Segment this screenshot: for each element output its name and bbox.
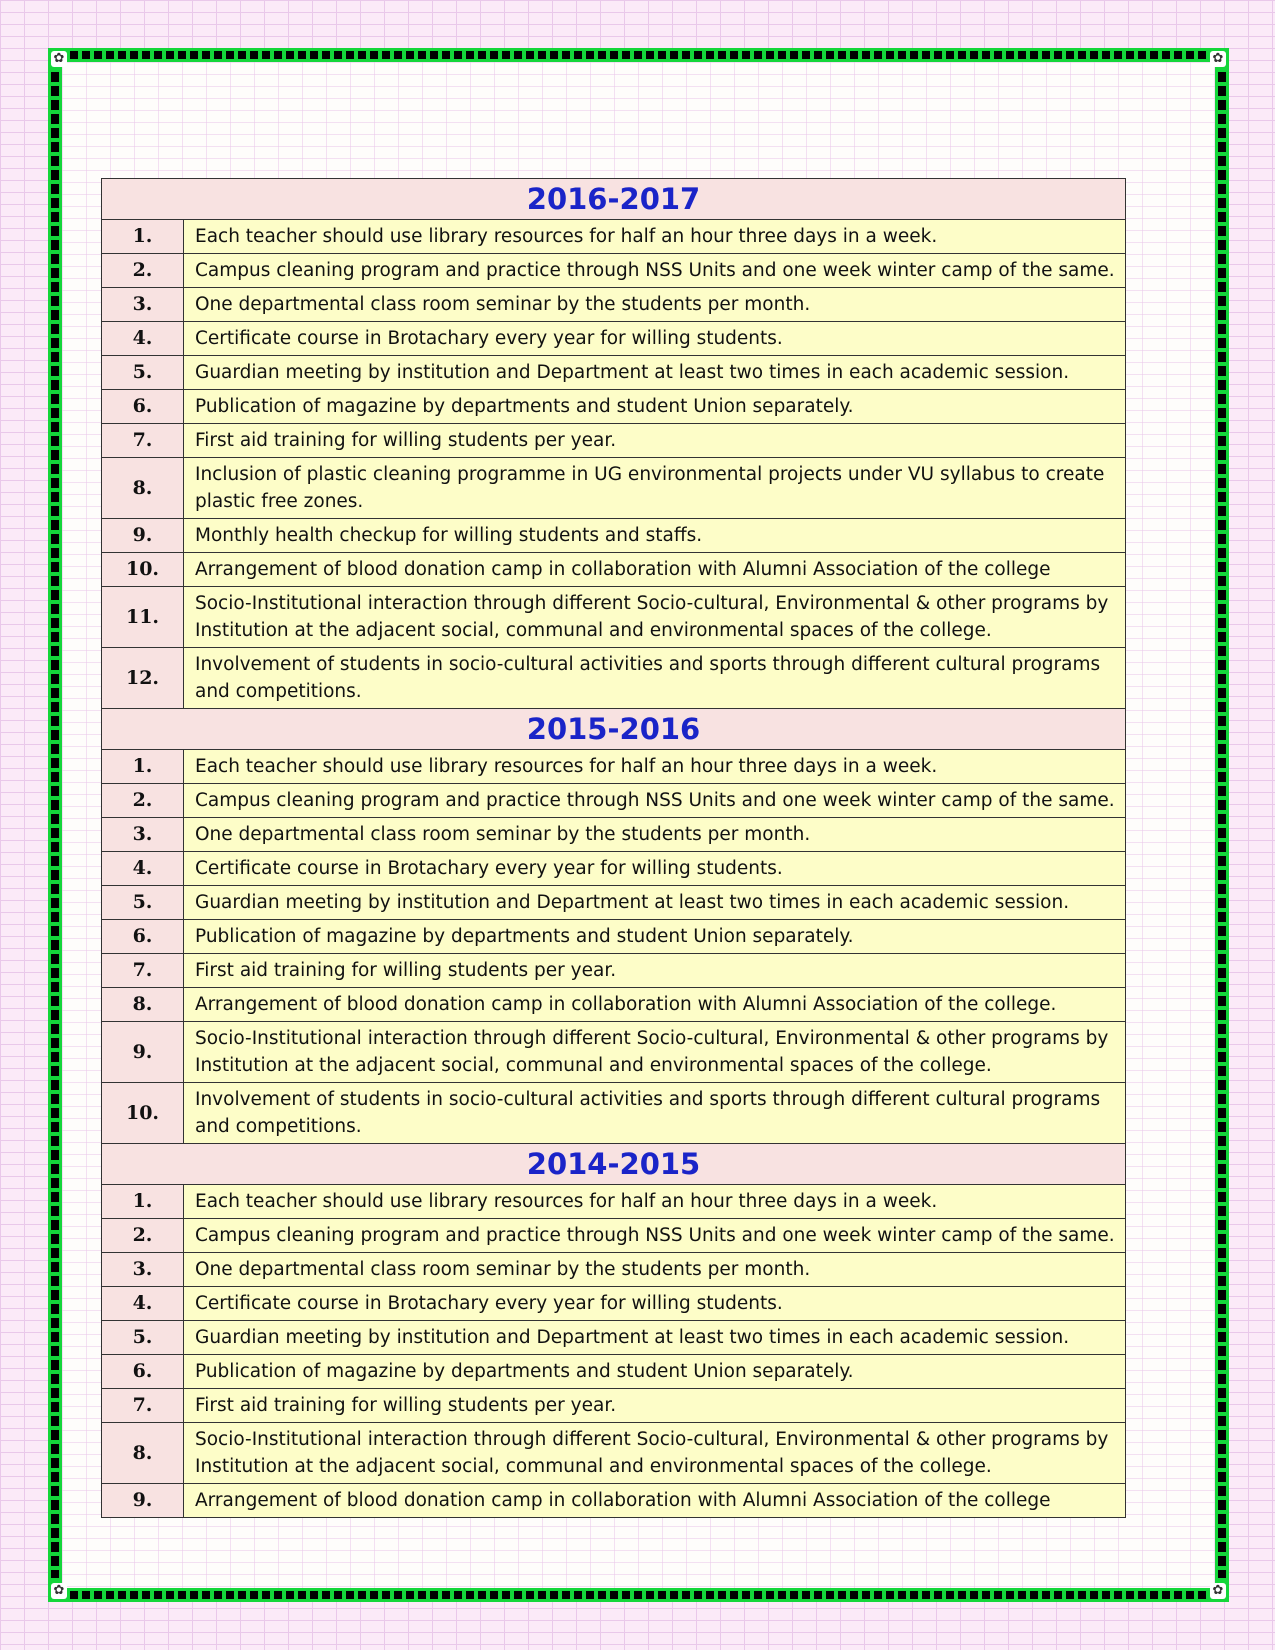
item-text: Campus cleaning program and practice through NSS Units and one week winter camp of the same. <box>184 254 1126 288</box>
corner-ornament-icon: ✿ <box>1210 51 1226 67</box>
corner-ornament-icon: ✿ <box>1210 1583 1226 1599</box>
item-text: One departmental class room seminar by the students per month. <box>184 288 1126 322</box>
item-number: 9. <box>102 1022 184 1083</box>
table-row <box>102 1389 1126 1423</box>
item-number: 2. <box>102 784 184 818</box>
table-row <box>102 852 1126 886</box>
table-row <box>102 519 1126 553</box>
item-text: One departmental class room seminar by the students per month. <box>184 818 1126 852</box>
item-number: 3. <box>102 288 184 322</box>
item-text: Involvement of students in socio-cultural activities and sports through different cultural programs and competitions. <box>184 648 1126 709</box>
item-number: 4. <box>102 852 184 886</box>
border-film-right <box>1218 72 1226 1578</box>
item-number: 6. <box>102 920 184 954</box>
item-number: 1. <box>102 750 184 784</box>
table-row <box>102 954 1126 988</box>
item-text: Campus cleaning program and practice through NSS Units and one week winter camp of the same. <box>184 1219 1126 1253</box>
item-number: 3. <box>102 818 184 852</box>
table-row <box>102 1219 1126 1253</box>
table-row <box>102 1185 1126 1219</box>
item-text: Involvement of students in socio-cultural activities and sports through different cultural programs and competitions. <box>184 1083 1126 1144</box>
item-text: First aid training for willing students per year. <box>184 1389 1126 1423</box>
table-row <box>102 220 1126 254</box>
item-text: One departmental class room seminar by the students per month. <box>184 1253 1126 1287</box>
table-row <box>102 424 1126 458</box>
table-row <box>102 553 1126 587</box>
item-number: 6. <box>102 1355 184 1389</box>
item-number: 2. <box>102 1219 184 1253</box>
item-number: 10. <box>102 553 184 587</box>
table-row <box>102 1423 1126 1484</box>
table-row <box>102 1321 1126 1355</box>
table-row <box>102 920 1126 954</box>
item-number: 7. <box>102 424 184 458</box>
item-text: Guardian meeting by institution and Department at least two times in each academic session. <box>184 1321 1126 1355</box>
corner-ornament-icon: ✿ <box>51 51 67 67</box>
item-text: Inclusion of plastic cleaning programme in UG environmental projects under VU syllabus to create plastic free zones. <box>184 458 1126 519</box>
item-text: Socio-Institutional interaction through different Socio-cultural, Environmental & other programs by Institution at the adjacent social, communal and environmental spaces of the college. <box>184 1423 1126 1484</box>
item-number: 3. <box>102 1253 184 1287</box>
plan-table <box>101 178 1126 1518</box>
item-text: Guardian meeting by institution and Department at least two times in each academic session. <box>184 356 1126 390</box>
border-film-top <box>70 51 1207 59</box>
plan-table-body <box>102 179 1126 1518</box>
table-row <box>102 390 1126 424</box>
item-text: Publication of magazine by departments and student Union separately. <box>184 920 1126 954</box>
item-number: 1. <box>102 1185 184 1219</box>
item-number: 7. <box>102 1389 184 1423</box>
year-header-row <box>102 1144 1126 1185</box>
table-row <box>102 1022 1126 1083</box>
year-heading: 2015-2016 <box>102 709 1126 750</box>
item-text: Each teacher should use library resources for half an hour three days in a week. <box>184 1185 1126 1219</box>
item-text: Each teacher should use library resources for half an hour three days in a week. <box>184 220 1126 254</box>
year-header-row <box>102 709 1126 750</box>
item-number: 11. <box>102 587 184 648</box>
item-text: Publication of magazine by departments and student Union separately. <box>184 390 1126 424</box>
item-number: 8. <box>102 1423 184 1484</box>
table-row <box>102 1253 1126 1287</box>
item-number: 10. <box>102 1083 184 1144</box>
item-number: 5. <box>102 356 184 390</box>
table-row <box>102 458 1126 519</box>
item-number: 5. <box>102 1321 184 1355</box>
item-number: 9. <box>102 1484 184 1518</box>
table-row <box>102 322 1126 356</box>
table-row <box>102 648 1126 709</box>
item-number: 7. <box>102 954 184 988</box>
item-text: Monthly health checkup for willing students and staffs. <box>184 519 1126 553</box>
table-row <box>102 988 1126 1022</box>
table-row <box>102 818 1126 852</box>
item-text: Publication of magazine by departments and student Union separately. <box>184 1355 1126 1389</box>
item-text: Arrangement of blood donation camp in collaboration with Alumni Association of the college <box>184 553 1126 587</box>
item-text: Certificate course in Brotachary every year for willing students. <box>184 322 1126 356</box>
table-row <box>102 1484 1126 1518</box>
table-row <box>102 587 1126 648</box>
table-row <box>102 254 1126 288</box>
border-film-bottom <box>70 1591 1207 1599</box>
table-row <box>102 356 1126 390</box>
item-text: Guardian meeting by institution and Department at least two times in each academic session. <box>184 886 1126 920</box>
item-text: Each teacher should use library resources for half an hour three days in a week. <box>184 750 1126 784</box>
item-number: 9. <box>102 519 184 553</box>
table-row <box>102 1355 1126 1389</box>
item-text: Socio-Institutional interaction through different Socio-cultural, Environmental & other programs by Institution at the adjacent social, communal and environmental spaces of the college. <box>184 1022 1126 1083</box>
item-text: Certificate course in Brotachary every year for willing students. <box>184 1287 1126 1321</box>
table-row <box>102 784 1126 818</box>
item-text: Arrangement of blood donation camp in collaboration with Alumni Association of the college. <box>184 988 1126 1022</box>
year-header-row <box>102 179 1126 220</box>
item-text: Arrangement of blood donation camp in collaboration with Alumni Association of the college <box>184 1484 1126 1518</box>
item-number: 8. <box>102 988 184 1022</box>
item-text: Socio-Institutional interaction through different Socio-cultural, Environmental & other programs by Institution at the adjacent social, communal and environmental spaces of the college. <box>184 587 1126 648</box>
item-number: 4. <box>102 1287 184 1321</box>
item-number: 4. <box>102 322 184 356</box>
item-text: Certificate course in Brotachary every year for willing students. <box>184 852 1126 886</box>
table-row <box>102 750 1126 784</box>
year-heading: 2016-2017 <box>102 179 1126 220</box>
year-heading: 2014-2015 <box>102 1144 1126 1185</box>
item-number: 5. <box>102 886 184 920</box>
border-film-left <box>51 72 59 1578</box>
table-row <box>102 1083 1126 1144</box>
table-row <box>102 1287 1126 1321</box>
item-text: Campus cleaning program and practice through NSS Units and one week winter camp of the same. <box>184 784 1126 818</box>
corner-ornament-icon: ✿ <box>51 1583 67 1599</box>
item-text: First aid training for willing students per year. <box>184 424 1126 458</box>
item-number: 8. <box>102 458 184 519</box>
table-row <box>102 886 1126 920</box>
item-number: 2. <box>102 254 184 288</box>
table-row <box>102 288 1126 322</box>
item-text: First aid training for willing students per year. <box>184 954 1126 988</box>
item-number: 12. <box>102 648 184 709</box>
item-number: 1. <box>102 220 184 254</box>
item-number: 6. <box>102 390 184 424</box>
